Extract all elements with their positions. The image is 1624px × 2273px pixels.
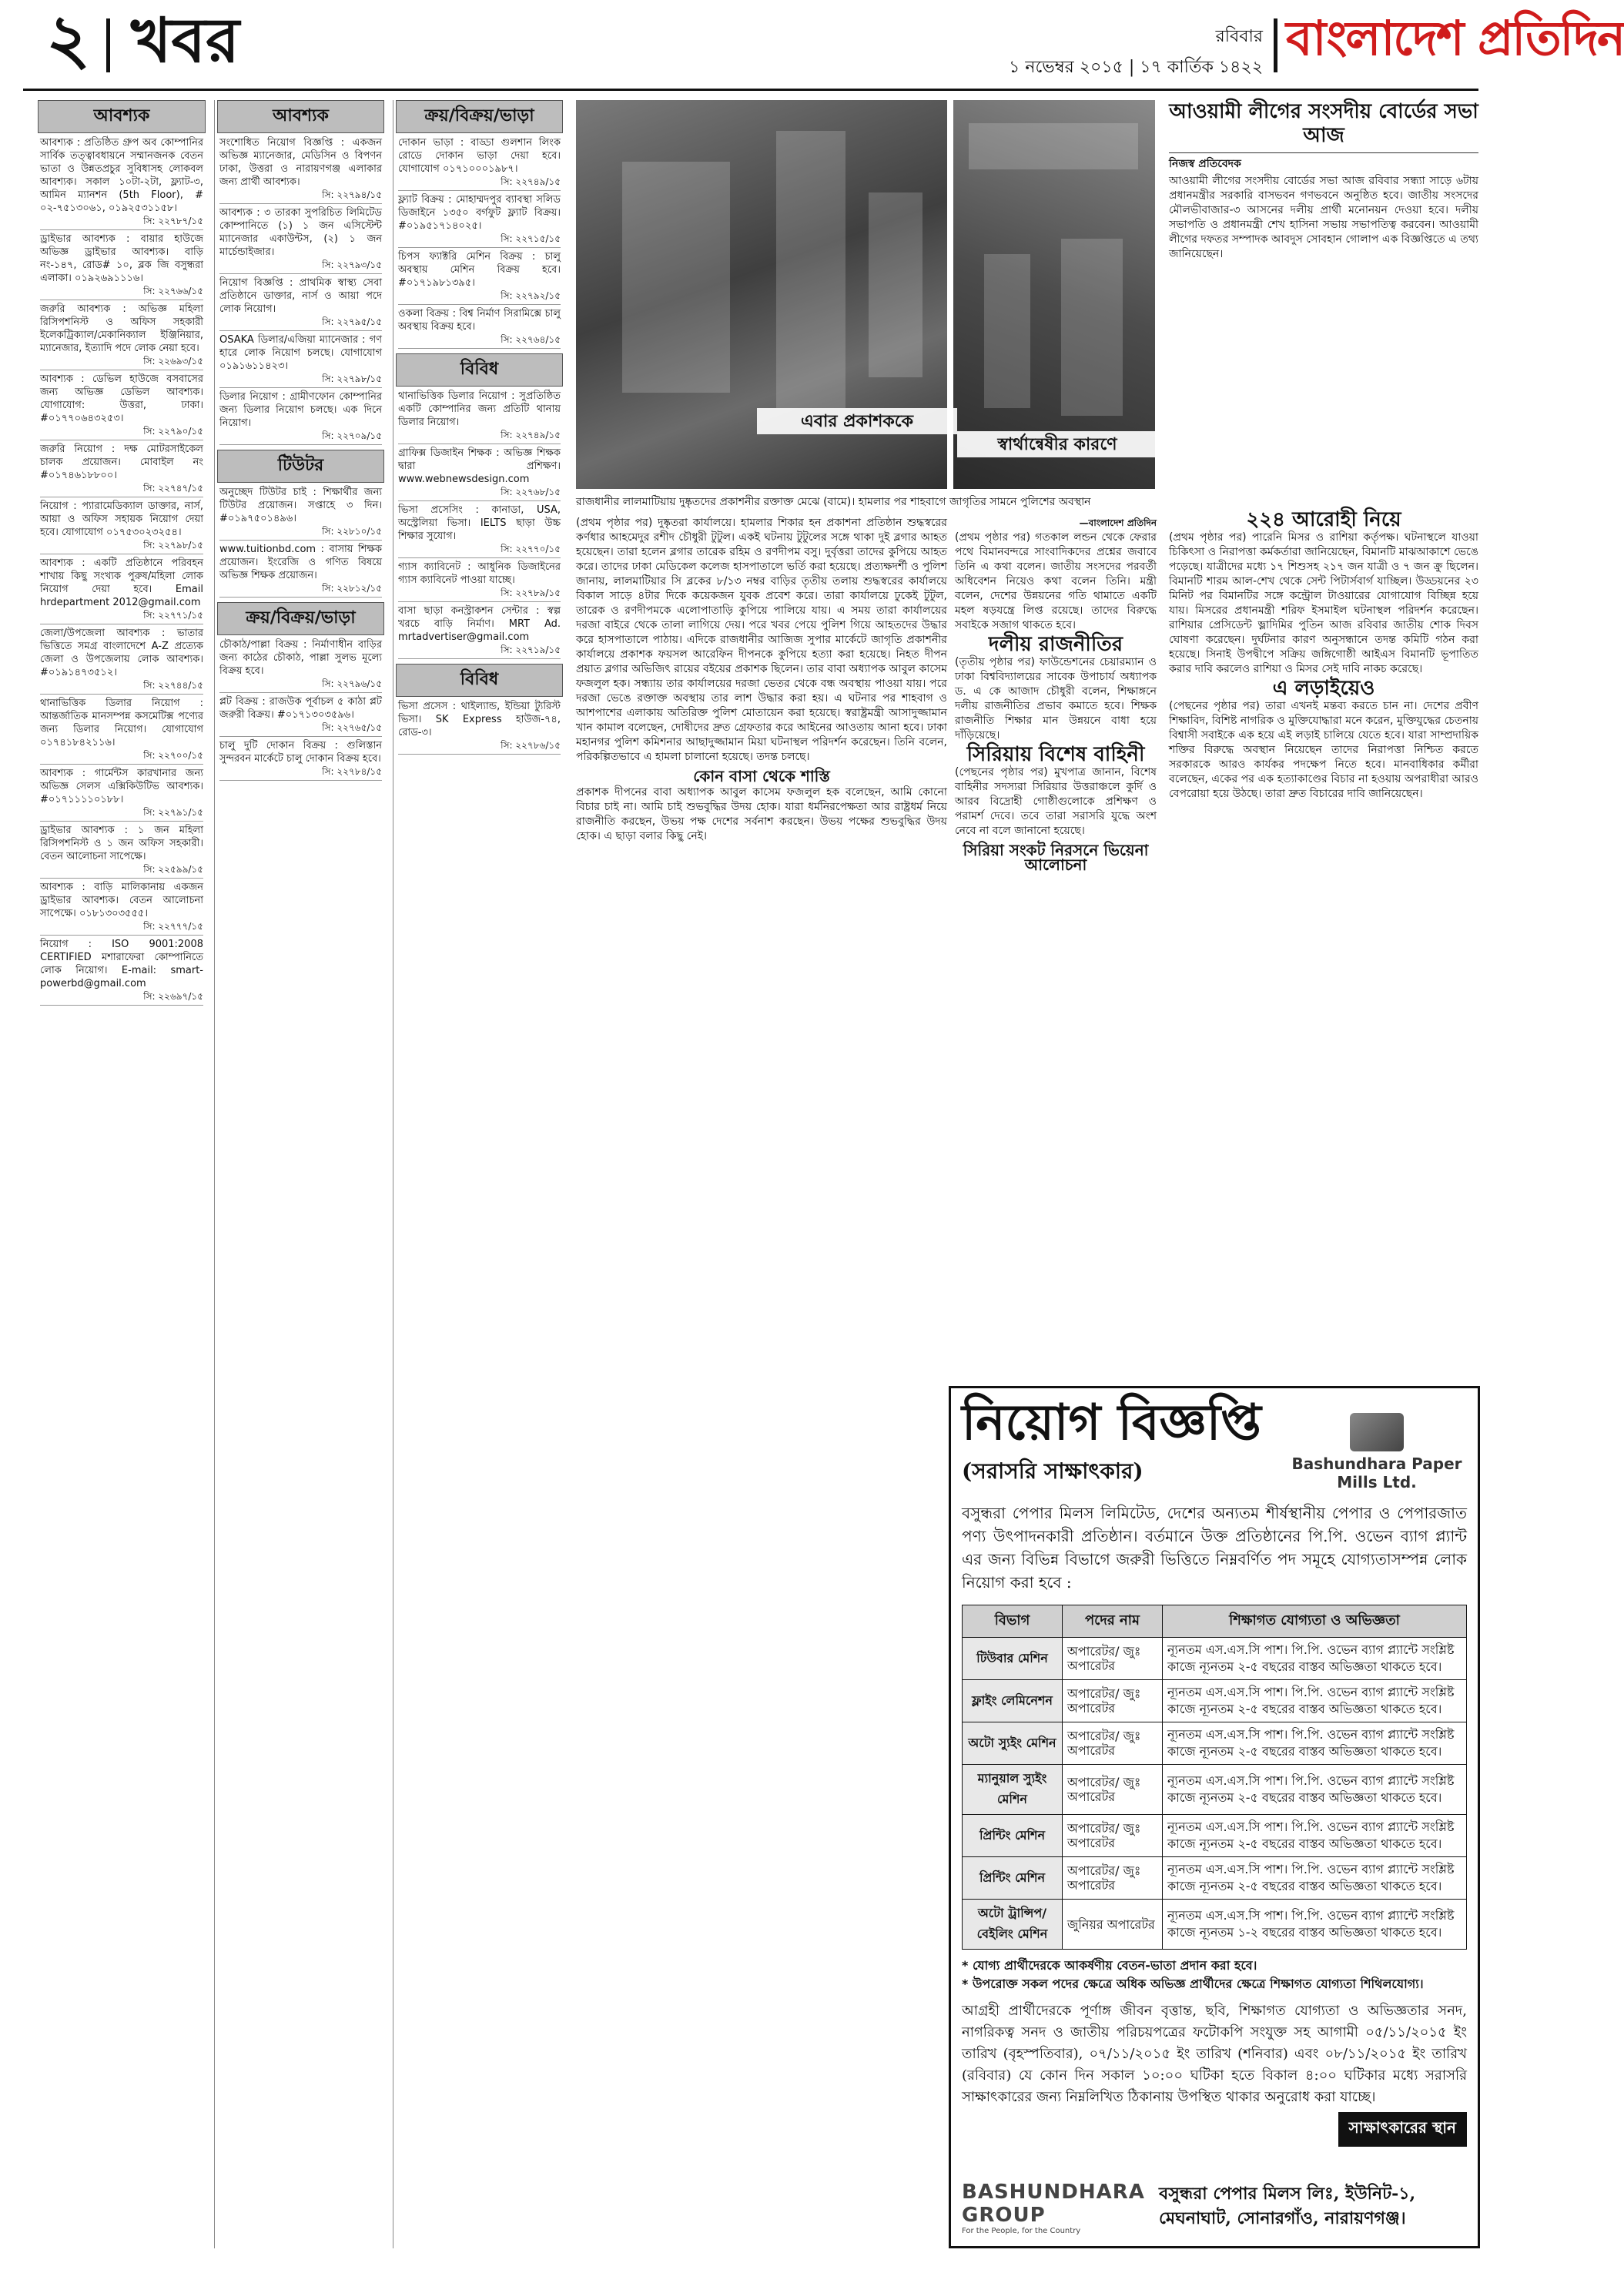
classified-column-3 <box>393 100 565 2248</box>
classified-ad <box>35 557 208 624</box>
classified-ad <box>215 136 387 204</box>
story-main-sub-body: প্রকাশক দীপনের বাবা অধ্যাপক আবুল কাসেম ফজলুল হক বলেছেন, আমি কোনো বিচার চাই না। আমি চাই শুভবুদ্ধির উদয় হোক। যারা ধর্মনিরপেক্ষতা আর রাষ্ট্রধর্ম নিয়ে রাজনীতি করছেন, উভয় পক্ষ দেশের সর্বনাশ করছেন। উভয় পক্ষের শুভবুদ্ধির উদয় হোক। এ ছাড়া বলার কিছু নেই। <box>576 786 947 842</box>
classified-ad <box>35 443 208 497</box>
classified-ad-code: সি: ২২৭৮৭/১৫ <box>40 215 203 230</box>
classified-ad-text: সংশোধিত নিয়োগ বিজ্ঞপ্তি : একজন অভিজ্ঞ ম্যানেজার, মেডিসিন ও বিপণন ঢাকা, উত্তরা ও নারায়ণগঞ্জ এলাকার জন্য প্রার্থী আবশ্যক। <box>219 137 382 188</box>
classified-ad-code: সি: ২২৭৭০/১৫ <box>398 543 561 558</box>
classified-ad <box>35 767 208 822</box>
classified-ad-code: সি: ২২৭৯৮/১৫ <box>40 539 203 554</box>
classified-ad <box>215 486 387 541</box>
job-table-header-post: পদের নাম <box>1063 1605 1163 1638</box>
classified-ad-code: সি: ২২৭৯৮/১৫ <box>219 373 382 388</box>
classified-ad-code: সি: ২২৭৯০/১৫ <box>40 425 203 440</box>
classified-ad <box>393 447 565 501</box>
section-header-aboshyok: আবশ্যক <box>38 100 206 133</box>
job-dept-cell: ফ্লাইং লেমিনেশন <box>963 1680 1063 1722</box>
job-table-row <box>963 1722 1467 1765</box>
story-second-column <box>955 516 1157 874</box>
classified-ad-text: গ্রাফিক্স ডিজাইন শিক্ষক : অভিজ্ঞ শিক্ষক দ্বারা প্রশিক্ষণ। www.webnewsdesign.com <box>398 447 561 485</box>
job-ad-note-salary: * যোগ্য প্রার্থীদেরকে আকর্ষণীয় বেতন-ভাতা প্রদান করা হবে। <box>962 1958 1257 1973</box>
job-dept-cell: প্রিন্টিং মেশিন <box>963 1815 1063 1857</box>
classified-ad-code: সি: ২২৭৯১/১৫ <box>40 806 203 822</box>
classified-ad-text: www.tuitionbd.com : বাসায় শিক্ষক প্রয়োজন। ইংরেজি ও গণিত বিষয়ে অভিজ্ঞ শিক্ষক প্রয়োজন। <box>219 544 382 581</box>
ads-list-col2 <box>215 136 387 445</box>
job-post-cell: অপারেটর/ জুঃ অপারেটর <box>1063 1815 1163 1857</box>
classified-ad-text: ড্রাইভার আবশ্যক : ১ জন মহিলা রিসিপশনিস্ট ও ১ জন অফিস সহকারী। বেতন আলোচনা সাপেক্ষে। <box>40 825 203 862</box>
classified-ad <box>215 695 387 737</box>
job-dept-cell: টিউবার মেশিন <box>963 1638 1063 1680</box>
classified-ad-code: সি: ২২৭৪৯/১৫ <box>398 176 561 191</box>
classified-ad <box>35 824 208 879</box>
section-header-misc-2: বিবিধ <box>396 664 563 697</box>
classified-ad-code: সি: ২২৭১৯/১৫ <box>398 644 561 659</box>
job-table-header-qual: শিক্ষাগত যোগ্যতা ও অভিজ্ঞতা <box>1163 1605 1467 1638</box>
classified-ad-code: সি: ২২৮১০/১৫ <box>219 525 382 541</box>
story-syria-vienna-head: সিরিয়া সংকট নিরসনে ভিয়েনা আলোচনা <box>963 841 1149 874</box>
classified-ad-text: আবশ্যক : বাড়ি মালিকানায় একজন ড্রাইভার আবশ্যক। বেতন আলোচনা সাপেক্ষে। ০১৮১৩০৩৫৫৫। <box>40 882 203 919</box>
classified-ad-code: সি: ২২৭৪৪/১৫ <box>40 679 203 695</box>
classified-ad <box>35 373 208 440</box>
job-ad-title: নিয়োগ বিজ্ঞপ্তি <box>962 1394 1261 1451</box>
classified-column-1 <box>35 100 208 2248</box>
job-ad-note-relaxation: * উপরোক্ত সকল পদের ক্ষেত্রে অধিক অভিজ্ঞ প্রার্থীদের ক্ষেত্রে শিক্ষাগত যোগ্যতা শিথিলযোগ্য। <box>962 1977 1424 1992</box>
classified-ad <box>393 193 565 248</box>
classified-ad-code: সি: ২২৭০৯/১৫ <box>219 430 382 445</box>
classified-ad <box>215 390 387 445</box>
interview-venue-label: সাক্ষাৎকারের স্থান <box>1338 2112 1467 2147</box>
story-e-lorai-body: (পেছনের পৃষ্ঠার পর) তারা এখনই মন্তব্য করতে চান না। দেশের প্রবীণ শিক্ষাবিদ, বিশিষ্ট নাগরিক ও মুক্তিযোদ্ধারা মনে করেন, মুক্তিযুদ্ধের চেতনায় বিশ্বাসী সবাইকে এক হয়ে এই লড়াই চালিয়ে যেতে হবে। যারা সাম্প্রদায়িক শক্তির বিরুদ্ধে অবস্থান নিয়েছেন তাদের নিরাপত্তা নিশ্চিত করতে সরকারকে আরও কার্যকর পদক্ষেপ নিতে হবে। মানবাধিকার কর্মীরা বলেছেন, একের পর এক হত্যাকাণ্ডের বিচার না হওয়ায় অপরাধীরা আরও বেপরোয়া হয়ে উঠছে। তারা দ্রুত বিচারের দাবি জানিয়েছেন। <box>1169 700 1478 800</box>
company-logo-text: Bashundhara Paper Mills Ltd. <box>1291 1455 1462 1491</box>
bashundhara-paper-emblem-icon <box>1350 1413 1404 1451</box>
classified-ad-text: চালু দুটি দোকান বিক্রয় : গুলিস্তান সুন্দরবন মার্কেটে চালু দোকান বিক্রয় হবে। <box>219 740 382 765</box>
classified-ad-code: সি: ২২৬৯৭/১৫ <box>40 990 203 1006</box>
masthead-divider <box>106 18 110 72</box>
classified-ad-code: সি: ২২৬৯৩/১৫ <box>40 355 203 370</box>
classified-ad-code: সি: ২২৭৯৩/১৫ <box>219 259 382 274</box>
job-table-row <box>963 1765 1467 1815</box>
classified-ad-text: ডিলার নিয়োগ : গ্রামীণফোন কোম্পানির জন্য ডিলার নিয়োগ চলছে। এক দিনে নিয়োগ। <box>219 391 382 429</box>
classifieds-section <box>35 100 565 2248</box>
classified-ad-text: আবশ্যক : গার্মেন্টস কারখানার জন্য অভিজ্ঞ সেলস এক্সিকিউটিভ আবশ্যক। #০১৭১১১১০১৮৮। <box>40 768 203 805</box>
job-qual-cell: ন্যূনতম এস.এস.সি পাশ। পি.পি. ওভেন ব্যাগ প্ল্যান্টে সংশ্লিষ্ট কাজে ন্যূনতম ২-৫ বছরের বাস্তব অভিজ্ঞতা থাকতে হবে। <box>1163 1765 1467 1815</box>
group-logo-text: BASHUNDHARA GROUP <box>962 2181 1145 2227</box>
job-dept-cell: অটো স্যুইং মেশিন <box>963 1722 1063 1765</box>
job-table-row <box>963 1815 1467 1857</box>
classified-ad-text: ভিসা প্রসেস : থাইল্যান্ড, ইন্ডিয়া ট্যুরিস্ট ভিসা। SK Express হাউজ-৭৪, রোড-৩। <box>398 701 561 738</box>
job-qual-cell: ন্যূনতম এস.এস.সি পাশ। পি.পি. ওভেন ব্যাগ প্ল্যান্টে সংশ্লিষ্ট কাজে ন্যূনতম ২-৫ বছরের বাস্তব অভিজ্ঞতা থাকতে হবে। <box>1163 1680 1467 1722</box>
masthead <box>23 0 1624 91</box>
classified-ad-code: সি: ২২৭৬৬/১৫ <box>40 285 203 300</box>
section-header-misc: বিবিধ <box>396 353 563 387</box>
job-dept-cell: প্রিন্টিং মেশিন <box>963 1857 1063 1900</box>
section-header-buy-sell: ক্রয়/বিক্রয়/ভাড়া <box>217 602 384 635</box>
masthead-day: রবিবার <box>1215 27 1263 46</box>
section-header-aboshyok-2: আবশ্যক <box>217 100 384 133</box>
ads-list-col3 <box>393 136 565 349</box>
classified-ad-code: সি: ২২৭৭১/১৫ <box>40 609 203 624</box>
job-positions-table <box>962 1605 1467 1950</box>
job-post-cell: অপারেটর/ জুঃ অপারেটর <box>1063 1638 1163 1680</box>
classified-ad <box>393 390 565 444</box>
classified-ad-text: অনুচ্ছেদ টিউটর চাই : শিক্ষার্থীর জন্য টিউটর প্রয়োজন। সপ্তাহে ৩ দিন। #০১৯৭৫০১৪৯৬। <box>219 487 382 524</box>
classified-ad <box>35 303 208 370</box>
classified-ad-text: চৌকাঠ/পাল্লা বিক্রয় : নির্মাণাধীন বাড়ির জন্য কাঠের চৌকাঠ, পাল্লা সুলভ মূল্যে বিক্রয় হবে। <box>219 639 382 677</box>
classified-ad-code: সি: ২২৭৬৮/১৫ <box>398 486 561 501</box>
job-advertisement <box>949 1386 1480 2248</box>
classified-ad <box>215 543 387 598</box>
photo-credit: —বাংলাদেশ প্রতিদিন <box>1079 517 1157 528</box>
classified-ad-code: সি: ২২৭৯৪/১৫ <box>219 189 382 204</box>
classified-ad-text: OSAKA ডিলার/এজিয়া ম্যানেজার : গণ হারে লোক নিয়োগ চলছে। যোগাযোগ ০১৯১৬১১৪২৩। <box>219 334 382 372</box>
classified-ad-text: নিয়োগ বিজ্ঞপ্তি : প্রাথমিক স্বাস্থ্য সেবা প্রতিষ্ঠানে ডাক্তার, নার্স ও আয়া পদে লোক নিয়োগ। <box>219 277 382 315</box>
page-number: ২ <box>46 0 91 79</box>
job-dept-cell: ম্যানুয়াল স্যুইং মেশিন <box>963 1765 1063 1815</box>
masthead-date: ১ নভেম্বর ২০১৫ | ১৭ কার্তিক ১৪২২ <box>1009 58 1263 77</box>
ads-list-col3-misc-2 <box>393 700 565 755</box>
classified-ad <box>35 938 208 1006</box>
classified-ad <box>393 250 565 305</box>
story-dolio-rajniti-head: দলীয় রাজনীতির <box>988 633 1123 656</box>
paper-name: বাংলাদেশ প্রতিদিন <box>1286 10 1624 66</box>
ads-list-col2-tutor <box>215 486 387 598</box>
photo-caption: রাজধানীর লালমাটিয়ায় দুষ্কৃতদের প্রকাশনীর রক্তাক্ত মেঝে (বামে)। হামলার পর শাহবাগে জাগৃতির সামনে পুলিশের অবস্থান <box>576 496 1091 508</box>
job-table-header-row <box>963 1605 1467 1638</box>
story-dolio-rajniti-body: (তৃতীয় পৃষ্ঠার পর) ফাউন্ডেশনের চেয়ারম্যান ও ঢাকা বিশ্ববিদ্যালয়ের সাবেক উপাচার্য অধ্যাপক ড. এ কে আজাদ চৌধুরী বলেন, শিক্ষাঙ্গনে দলীয় রাজনীতির প্রভাব কমাতে হবে। শিক্ষক রাজনীতি শিক্ষার মান উন্নয়নে বাধা হয়ে দাঁড়িয়েছে। <box>955 656 1157 741</box>
job-table-row <box>963 1900 1467 1950</box>
classified-ad <box>215 206 387 274</box>
job-post-cell: অপারেটর/ জুঃ অপারেটর <box>1063 1722 1163 1765</box>
classified-ad-text: বাসা ছাড়া কনস্ট্রাকশন সেন্টার : স্বল্প খরচে বাড়ি নির্মাণ। MRT Ad. mrtadvertiser@gmail.com <box>398 605 561 643</box>
classified-ad-text: নিয়োগ : প্যারামেডিক্যাল ডাক্তার, নার্স, আয়া ও অফিস সহায়ক নিয়োগ দেয়া হবে। যোগাযোগ ০১৭৫৩০২৩২৫৪। <box>40 500 203 538</box>
classified-ad-code: সি: ২২৮১২/১৫ <box>219 582 382 598</box>
story-plane-crash-body: (প্রথম পৃষ্ঠার পর) পারেনি মিসর ও রাশিয়া কর্তৃপক্ষ। ঘটনাস্থলে যাওয়া চিকিৎসা ও নিরাপত্তা কর্মকর্তারা জানিয়েছেন, বিমানটি মাঝআকাশে ভেঙে পড়েছে। যাত্রীদের মধ্যে ১৭ শিশুসহ ২১৭ জন যাত্রী ও ৭ জন ক্রু ছিলেন। বিমানটি শারম আল-শেখ থেকে সেন্ট পিটার্সবার্গ যাচ্ছিল। উড্ডয়নের ২৩ মিনিট পর বিমানটির সঙ্গে কন্ট্রোল টাওয়ারের যোগাযোগ বিচ্ছিন্ন হয়ে যায়। মিসরের প্রধানমন্ত্রী শরিফ ইসমাইল ঘটনাস্থল পরিদর্শন করেছেন। রাশিয়ার প্রেসিডেন্ট ভ্লাদিমির পুতিন আজ রবিবার জাতীয় শোক দিবস ঘোষণা করেছেন। দুর্ঘটনার কারণ অনুসন্ধানে তদন্ত কমিটি গঠন করা হয়েছে। সিনাই উপদ্বীপে সক্রিয় জঙ্গিগোষ্ঠী আইএস বিমানটি ভূপাতিত করার দাবি করলেও রাশিয়া ও মিসর সেই দাবি নাকচ করেছে। <box>1169 531 1478 675</box>
job-table-header-dept: বিভাগ <box>963 1605 1063 1638</box>
group-tagline: For the People, for the Country <box>962 2227 1081 2235</box>
ads-list-col1 <box>35 136 208 1006</box>
classified-ad <box>393 604 565 659</box>
job-table-row <box>963 1638 1467 1680</box>
classified-ad-text: চিপস ফ্যাক্টরি মেশিন বিক্রয় : চালু অবস্থায় মেশিন বিক্রয় হবে। #০১৭১৯৮১৩৯৫। <box>398 251 561 289</box>
classified-ad-code: সি: ২২৭৮৯/১৫ <box>398 587 561 602</box>
job-ad-subtitle: (সরাসরি সাক্ষাৎকার) <box>962 1458 1143 1485</box>
classified-ad-text: ড্রাইভার আবশ্যক : বায়ার হাউজে অভিজ্ঞ ড্রাইভার আবশ্যক। বাড়ি নং-১৪৭, রোড# ১০, ব্লক জি বসুন্ধরা এলাকা। ০১৯২৬৯১১১৬। <box>40 233 203 284</box>
classified-ad-code: সি: ২২৭৮৪/১৫ <box>219 765 382 781</box>
ads-list-col2-buy-sell <box>215 638 387 781</box>
classified-ad-text: প্লট বিক্রয় : রাজউক পূর্বাচল ৫ কাঠা প্লট জরুরী বিক্রয়। #০১৭১৩০৩৫৯৬। <box>219 696 382 721</box>
classified-ad <box>215 739 387 781</box>
interview-venue-address: বসুন্ধরা পেপার মিলস লিঃ, ইউনিট-১, মেঘনাঘাট, সোনারগাঁও, নারায়ণগঞ্জ। <box>1159 2184 1416 2228</box>
classified-ad <box>215 638 387 693</box>
headline-swarthanneshi: স্বার্থান্বেষীর কারণে <box>957 431 1157 457</box>
classified-ad-text: জেলা/উপজেলা আবশ্যক : ভাতার ভিত্তিতে সমগ্র বাংলাদেশে A-Z প্রত্যেক জেলা ও উপজেলায় লোক আবশ্যক। #০১৯১৪৭৩৫১২। <box>40 628 203 678</box>
classified-ad <box>393 700 565 755</box>
headline-awami-text: আওয়ামী লীগের সংসদীয় বোর্ডের সভা আজ <box>1169 100 1478 153</box>
classified-ad-text: নিয়োগ : ISO 9001:2008 CERTIFIED মশারাফেরা কোম্পানিতে লোক নিয়োগ। E-mail: smart-powerbd@gmail.com <box>40 939 203 989</box>
story-swarth-body: (প্রথম পৃষ্ঠার পর) গতকাল লন্ডন থেকে ফেরার পথে বিমানবন্দরে সাংবাদিকদের প্রশ্নের জবাবে তিনি এ কথা বলেন। জাতীয় সংসদের পরবর্তী অধিবেশন নিয়েও কথা বলেন তিনি। মন্ত্রী বলেন, দেশের উন্নয়নের গতি থামাতে একটি মহল ষড়যন্ত্রে লিপ্ত রয়েছে। তাদের বিরুদ্ধে সবাইকে সজাগ থাকতে হবে। <box>955 531 1157 631</box>
job-table-body <box>963 1638 1467 1950</box>
ads-list-col3-misc <box>393 390 565 659</box>
classified-ad <box>215 333 387 388</box>
classified-ad-text: ওকলা বিক্রয় : বিশ্ব নির্মাণ সিরামিক্সে চালু অবস্থায় বিক্রয় হবে। <box>398 308 561 333</box>
classified-ad-text: জরুরি নিয়োগ : দক্ষ মোটরসাইকেল চালক প্রয়োজন। মোবাইল নং #০১৭৪৬১৮৮০০। <box>40 444 203 481</box>
classified-ad-text: গ্যাস ক্যাবিনেট : আধুনিক ডিজাইনের গ্যাস ক্যাবিনেট পাওয়া যাচ্ছে। <box>398 561 561 586</box>
classified-ad-code: সি: ২২৭০০/১৫ <box>40 749 203 765</box>
classified-ad-text: আবশ্যক : ডেভিল হাউজে বসবাসের জন্য অভিজ্ঞ ডেভিল আবশ্যক। যোগাযোগ: উত্তরা, ঢাকা। #০১৭৭০৬৪৩২৫৩। <box>40 373 203 424</box>
classified-ad-code: সি: ২২৭৪৯/১৫ <box>398 429 561 444</box>
headline-ebar-prokashokke: এবার প্রকাশককে <box>757 408 957 434</box>
story-plane-crash-head: ২২৪ আরোহী নিয়ে <box>1246 508 1401 531</box>
job-dept-cell: অটো ট্রান্সিপ/ বেইলিং মেশিন <box>963 1900 1063 1950</box>
classified-column-2 <box>214 100 387 2248</box>
job-post-cell: অপারেটর/ জুঃ অপারেটর <box>1063 1765 1163 1815</box>
classified-ad-code: সি: ২২৭৬৪/১৫ <box>398 333 561 349</box>
job-post-cell: জুনিয়র অপারেটর <box>1063 1900 1163 1950</box>
classified-ad <box>35 136 208 230</box>
section-header-buy-sell-rent: ক্রয়/বিক্রয়/ভাড়া <box>396 100 563 133</box>
job-table-row <box>963 1857 1467 1900</box>
classified-ad-code: সি: ২২৭৯৬/১৫ <box>219 678 382 693</box>
company-logo <box>1288 1413 1465 1491</box>
story-main-body: (প্রথম পৃষ্ঠার পর) দুষ্কৃতরা কার্যালয়ে। হামলার শিকার হন প্রকাশনা প্রতিষ্ঠান শুদ্ধস্বরের কর্ণধার আহমেদুর রশীদ চৌধুরী টুটুল। একই ঘটনায় টুটুলের সঙ্গে থাকা দুই ব্লগার আহত হয়েছেন। তারা হলেন ব্লগার তারেক রহিম ও রণদীপম বসু। দুর্বৃত্তরা তাদের কুপিয়ে আহত করে। তাদের ঢাকা মেডিকেল কলেজ হাসপাতালে ভর্তি করা হয়েছে। প্রত্যক্ষদর্শী ও পুলিশ জানায়, লালমাটিয়ার সি ব্লকের ৮/১৩ নম্বর বাড়ির তৃতীয় তলায় শুদ্ধস্বরের কার্যালয়ে বিকাল সাড়ে ৪টার দিকে কয়েকজন যুবক প্রবেশ করে। তারা কার্যালয়ে ঢুকেই টুটুল, তারেক ও রণদীপমকে এলোপাতাড়ি কুপিয়ে পালিয়ে যায়। এ সময় তারা কার্যালয়ের দরজা বাইরে থেকে তালা লাগিয়ে দেয়। পরে খবর পেয়ে পুলিশ গিয়ে আহতদের উদ্ধার করে হাসপাতালে পাঠায়। এদিকে রাজধানীর আজিজ সুপার মার্কেটে জাগৃতি প্রকাশনীর কার্যালয়ে প্রকাশক ফয়সল আরেফিন দীপনকে কুপিয়ে হত্যা করা হয়েছে। নিহত দীপন প্রয়াত ব্লগার অভিজিৎ রায়ের বইয়ের প্রকাশক ছিলেন। তার বাবা অধ্যাপক আবুল কাসেম ফজলুল হক। সন্ধ্যায় তার কার্যালয়ের দরজা ভেতর থেকে বন্ধ অবস্থায় পাওয়া যায়। পরে দরজা ভেঙে রক্তাক্ত অবস্থায় তার লাশ উদ্ধার করা হয়। এ ঘটনার পর শাহবাগ ও আশপাশের এলাকায় অতিরিক্ত পুলিশ মোতায়েন করা হয়েছে। স্বরাষ্ট্রমন্ত্রী আসাদুজ্জামান খান কামাল বলেছেন, দোষীদের দ্রুত গ্রেফতার করে আইনের আওতায় আনা হবে। ঢাকা মহানগর পুলিশ কমিশনার আছাদুজ্জামান মিয়া ঘটনাস্থল পরিদর্শন করেছেন। তিনি বলেন, পরিকল্পিতভাবে এ হামলা চালানো হয়েছে। তদন্ত চলছে। <box>576 517 947 763</box>
classified-ad-text: আবশ্যক : প্রতিষ্ঠিত গ্রুপ অব কোম্পানির সার্বিক তত্ত্বাবধায়নে সম্মানজনক বেতন ভাতা ও উন্নতপ্রচুর সুবিধাসহ লোকবল আবশ্যক। সকাল ১০টা-২টা, ফ্ল্যাট-৩, আমিন ম্যানশন (5th Floor), # ০২-৭৫১৩০৬১, ০১৯২৫৩১১৫৮। <box>40 137 203 214</box>
classified-ad-text: ফ্ল্যাট বিক্রয় : মোহাম্মদপুর ব্যাবস্থা সলিড ডিজাইনে ১৩৫০ বর্গফুট ফ্ল্যাট বিক্রয়। #০১৯৫১৭১৪০২৫। <box>398 194 561 232</box>
classified-ad <box>35 233 208 300</box>
classified-ad-code: সি: ২২৭৪৭/১৫ <box>40 482 203 497</box>
job-qual-cell: ন্যূনতম এস.এস.সি পাশ। পি.পি. ওভেন ব্যাগ প্ল্যান্টে সংশ্লিষ্ট কাজে ন্যূনতম ২-৫ বছরের বাস্তব অভিজ্ঞতা থাকতে হবে। <box>1163 1815 1467 1857</box>
job-post-cell: অপারেটর/ জুঃ অপারেটর <box>1063 1857 1163 1900</box>
classified-ad <box>393 504 565 558</box>
story-syria-body: (পেছনের পৃষ্ঠার পর) মুখপাত্র জানান, বিশেষ বাহিনীর সদস্যরা সিরিয়ার উত্তরাঞ্চলে কুর্দি ও আরব বিদ্রোহী গোষ্ঠীগুলোকে প্রশিক্ষণ ও পরামর্শ দেবে। তবে তারা সরাসরি যুদ্ধে অংশ নেবে না বলে জানানো হয়েছে। <box>955 766 1157 837</box>
job-qual-cell: ন্যূনতম এস.এস.সি পাশ। পি.পি. ওভেন ব্যাগ প্ল্যান্টে সংশ্লিষ্ট কাজে ন্যূনতম ২-৫ বছরের বাস্তব অভিজ্ঞতা থাকতে হবে। <box>1163 1722 1467 1765</box>
classified-ad-text: জরুরি আবশ্যক : অভিজ্ঞ মহিলা রিসিপশনিস্ট ও অফিস সহকারী ইলেকট্রিক্যাল/মেকানিক্যাল ইঞ্জিনিয়ার, ম্যানেজার, ইত্যাদি পদে লোক নেয়া হবে। <box>40 303 203 354</box>
classified-ad-text: আবশ্যক : একটি প্রতিষ্ঠানে পরিবহন শাখায় কিছু সংখ্যক পুরুষ/মহিলা লোক নিয়োগ দেয়া হবে। Email hrdepartment 2012@gmail.com <box>40 557 203 608</box>
classified-ad <box>215 276 387 331</box>
classified-ad-code: সি: ২২৭৯৫/১৫ <box>219 316 382 331</box>
job-ad-intro: বসুন্ধরা পেপার মিলস লিমিটেড, দেশের অন্যতম শীর্ষস্থানীয় পেপার ও পেপারজাত পণ্য উৎপাদনকারী প্রতিষ্ঠান। বর্তমানে উক্ত প্রতিষ্ঠানের পি.পি. ওভেন ব্যাগ প্ল্যান্ট এর জন্য বিভিন্ন বিভাগে জরুরী ভিত্তিতে নিম্নবর্ণিত পদ সমূহে যোগ্যতাসম্পন্ন লোক নিয়োগ করা হবে : <box>962 1504 1467 1592</box>
section-header-tutor: টিউটর <box>217 450 384 483</box>
headline-awami-league <box>1169 100 1478 262</box>
job-table-row <box>963 1680 1467 1722</box>
section-title: খবর <box>131 4 240 76</box>
story-third-column <box>1169 508 1478 802</box>
classified-ad-code: সি: ২২৭৭৭/১৫ <box>40 920 203 936</box>
story-awami-body: আওয়ামী লীগের সংসদীয় বোর্ডের সভা আজ রবিবার সন্ধ্যা সাড়ে ৬টায় প্রধানমন্ত্রীর সরকারি বাসভবন গণভবনে অনুষ্ঠিত হবে। জাতীয় সংসদের মৌলভীবাজার-৩ আসনের দলীয় প্রার্থী মনোনয়ন দেওয়া হবে। দলীয় সভাপতি ও প্রধানমন্ত্রী শেখ হাসিনা সভায় সভাপতিত্ব করবেন। আওয়ামী লীগের দফতর সম্পাদক আবদুস সোবহান গোলাপ এক বিজ্ঞপ্তিতে এ তথ্য জানিয়েছেন। <box>1169 175 1478 261</box>
job-ad-instructions: আগ্রহী প্রার্থীদেরকে পূর্ণাঙ্গ জীবন বৃত্তান্ত, ছবি, শিক্ষাগত যোগ্যতা ও অভিজ্ঞতার সনদ, নাগরিকত্ব সনদ ও জাতীয় পরিচয়পত্রের ফটোকপি সংযুক্ত সহ আগামী ০৫/১১/২০১৫ ইং তারিখ (বৃহস্পতিবার), ০৭/১১/২০১৫ ইং তারিখ (শনিবার) এবং ০৮/১১/২০১৫ ইং তারিখ (রবিবার) যে কোন দিন সকাল ১০:০০ ঘটিকা হতে বিকাল ৪:০০ ঘটিকার মধ্যে সরাসরি সাক্ষাৎকারের জন্য নিম্নলিখিত ঠিকানায় উপস্থিত থাকার অনুরোধ করা যাচ্ছে। <box>962 2003 1467 2106</box>
classified-ad-code: সি: ২২৭৮৬/১৫ <box>398 739 561 755</box>
story-main-subhead: কোন বাসা থেকে শাস্তি <box>693 767 830 785</box>
group-logo <box>962 2181 1147 2235</box>
byline-awami: নিজস্ব প্রতিবেদক <box>1169 158 1241 171</box>
story-e-lorai-head: এ লড়াইয়েও <box>1272 677 1375 700</box>
classified-ad-code: সি: ২২৭৯২/১৫ <box>398 290 561 305</box>
classified-ad-text: থানাভিত্তিক ডিলার নিয়োগ : আন্তর্জাতিক মানসম্পন্ন কসমেটিক্স পণ্যের জন্য ডিলার নিয়োগ। যোগাযোগ ০১৭৪১৮৪২১১৬। <box>40 698 203 748</box>
classified-ad <box>35 697 208 765</box>
classified-ad <box>393 307 565 349</box>
classified-ad <box>35 500 208 554</box>
job-post-cell: অপারেটর/ জুঃ অপারেটর <box>1063 1680 1163 1722</box>
classified-ad-code: সি: ২২৭৬৫/১৫ <box>219 721 382 737</box>
classified-ad-code: সি: ২২৭১৫/১৫ <box>398 233 561 248</box>
classified-ad <box>35 881 208 936</box>
classified-ad <box>35 627 208 695</box>
story-main-column <box>576 516 947 844</box>
classified-ad-text: ভিসা প্রসেসিং : কানাডা, USA, অস্ট্রেলিয়া ভিসা। IELTS ছাড়া উচ্চ শিক্ষার সুযোগ। <box>398 504 561 542</box>
story-syria-head: সিরিয়ায় বিশেষ বাহিনী <box>966 743 1145 766</box>
job-qual-cell: ন্যূনতম এস.এস.সি পাশ। পি.পি. ওভেন ব্যাগ প্ল্যান্টে সংশ্লিষ্ট কাজে ন্যূনতম ২-৫ বছরের বাস্তব অভিজ্ঞতা থাকতে হবে। <box>1163 1638 1467 1680</box>
classified-ad <box>393 136 565 191</box>
classified-ad-text: থানাভিত্তিক ডিলার নিয়োগ : সুপ্রতিষ্ঠিত একটি কোম্পানির জন্য প্রতিটি থানায় ডিলার নিয়োগ। <box>398 390 561 428</box>
masthead-divider-right <box>1274 18 1277 72</box>
classified-ad-code: সি: ২২৫৯৯/১৫ <box>40 863 203 879</box>
classified-ad-text: আবশ্যক : ৩ তারকা সুপরিচিত লিমিটেড কোম্পানিতে (১) ১ জন এসিস্টেন্ট ম্যানেজার একাউন্টস, (২) ১ জন মার্চেন্ডাইজার। <box>219 207 382 258</box>
classified-ad-text: দোকান ভাড়া : বাড্ডা গুলশান লিংক রোডে দোকান ভাড়া দেয়া হবে। যোগাযোগ ০১৭১০০০১৯৮৭। <box>398 137 561 175</box>
job-qual-cell: ন্যূনতম এস.এস.সি পাশ। পি.পি. ওভেন ব্যাগ প্ল্যান্টে সংশ্লিষ্ট কাজে ন্যূনতম ২-৫ বছরের বাস্তব অভিজ্ঞতা থাকতে হবে। <box>1163 1857 1467 1900</box>
classified-ad <box>393 561 565 602</box>
job-qual-cell: ন্যূনতম এস.এস.সি পাশ। পি.পি. ওভেন ব্যাগ প্ল্যান্টে সংশ্লিষ্ট কাজে ন্যূনতম ১-২ বছরের বাস্তব অভিজ্ঞতা থাকতে হবে। <box>1163 1900 1467 1950</box>
